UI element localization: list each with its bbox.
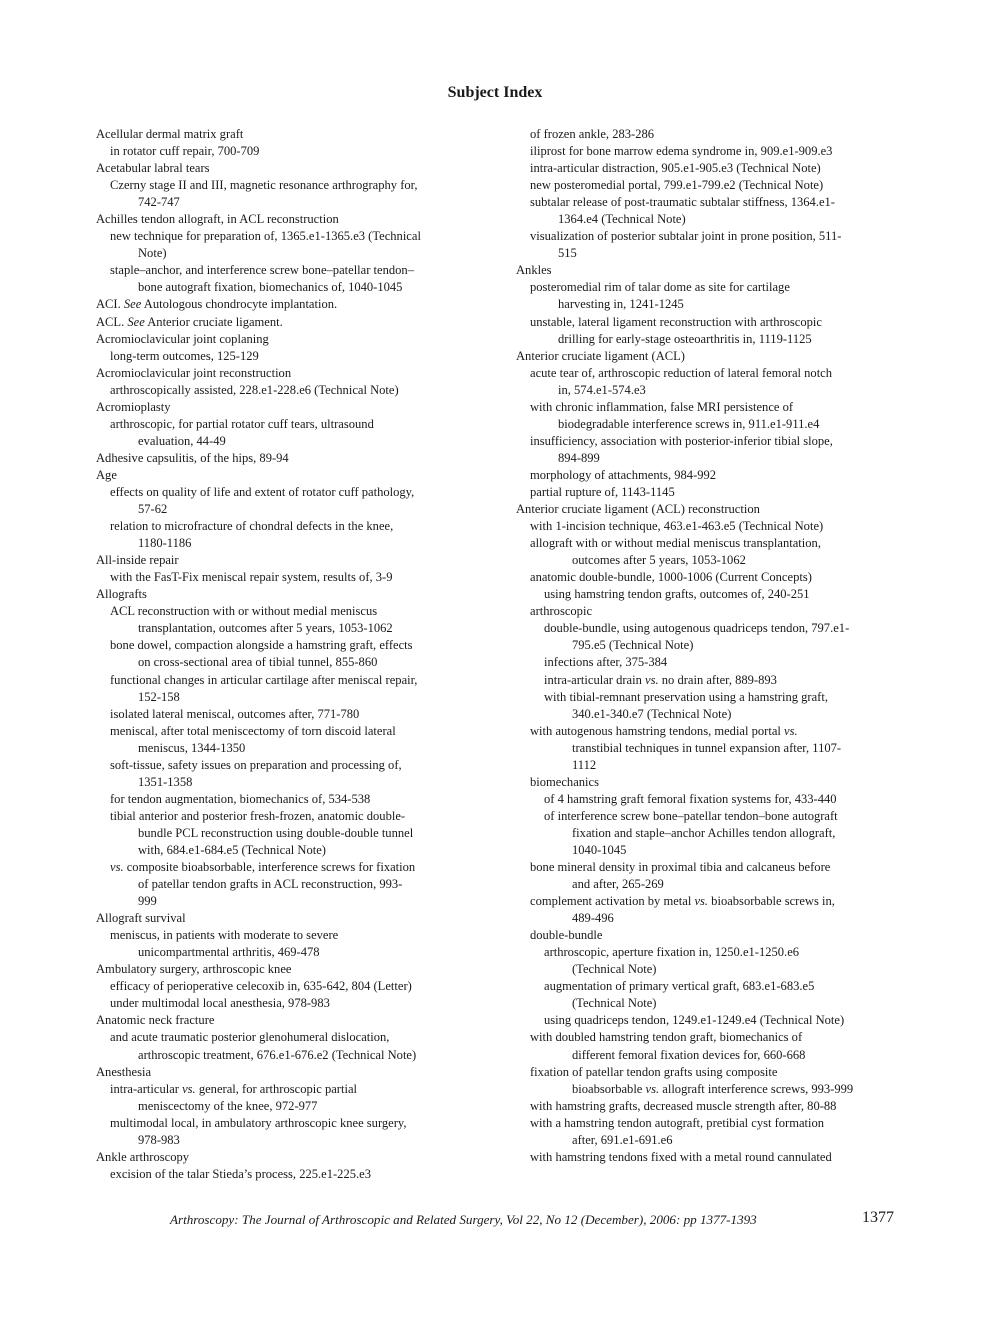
index-entry: in rotator cuff repair, 700-709	[110, 144, 260, 159]
index-entry: acute tear of, arthroscopic reduction of lateral femoral notch	[530, 365, 833, 380]
entry-text: composite bioabsorbable, interference screws for fixation	[123, 860, 416, 875]
italic-term: vs.	[694, 894, 709, 909]
index-heading: Ankle arthroscopy	[96, 1149, 190, 1164]
index-entry: 57-62	[138, 502, 168, 517]
index-heading: Acromioclavicular joint coplaning	[96, 331, 269, 346]
index-entry: unicompartmental arthritis, 469-478	[138, 945, 320, 960]
index-entry	[516, 672, 900, 689]
index-entry: intra-articular distraction, 905.e1-905.e3 (Technical Note)	[530, 161, 821, 176]
index-entry: ACL reconstruction with or without medial meniscus	[110, 604, 378, 619]
index-heading	[96, 296, 478, 313]
index-heading: Anterior cruciate ligament (ACL)	[516, 348, 685, 363]
index-entry: for tendon augmentation, biomechanics of, 534-538	[110, 791, 371, 806]
index-entry: multimodal local, in ambulatory arthroscopic knee surgery,	[110, 1115, 407, 1130]
index-entry	[96, 1081, 478, 1098]
index-entry: soft-tissue, safety issues on preparation and processing of,	[110, 757, 402, 772]
index-entry	[96, 859, 478, 876]
index-entry: staple–anchor, and interference screw bone–patellar tendon–	[110, 263, 414, 278]
index-entry: evaluation, 44-49	[138, 433, 226, 448]
index-entry: new posteromedial portal, 799.e1-799.e2 (Technical Note)	[530, 178, 824, 193]
index-entry: with doubled hamstring tendon graft, biomechanics of	[530, 1030, 803, 1045]
index-entry: bone dowel, compaction alongside a hamstring graft, effects	[110, 638, 413, 653]
index-entry: posteromedial rim of talar dome as site for cartilage	[530, 280, 790, 295]
index-entry: 489-496	[572, 911, 614, 926]
index-heading: Acellular dermal matrix graft	[96, 127, 244, 141]
index-column-right	[516, 126, 900, 1166]
index-entry: double-bundle, using autogenous quadriceps tendon, 797.e1-	[544, 621, 850, 636]
journal-citation: Arthroscopy: The Journal of Arthroscopic and Related Surgery, Vol 22, No 12 (December), 2006: pp 1377-1393	[170, 1212, 757, 1227]
index-entry: bone mineral density in proximal tibia and calcaneus before	[530, 860, 831, 875]
index-entry: Czerny stage II and III, magnetic resonance arthrography for,	[110, 178, 418, 193]
entry-text: bioabsorbable screws in,	[708, 894, 835, 909]
index-entry: 1180-1186	[138, 536, 192, 551]
index-entry: 1112	[572, 757, 597, 772]
index-entry: (Technical Note)	[572, 996, 657, 1011]
entry-text: allograft interference screws, 993-999	[659, 1081, 854, 1096]
index-entry: excision of the talar Stieda’s process, 225.e1-225.e3	[110, 1166, 371, 1181]
index-entry: relation to microfracture of chondral defects in the knee,	[110, 519, 394, 534]
index-heading: Ambulatory surgery, arthroscopic knee	[96, 962, 292, 977]
index-entry: morphology of attachments, 984-992	[530, 467, 717, 482]
index-entry	[516, 893, 900, 910]
index-column-left	[96, 126, 478, 1183]
index-heading: Anatomic neck fracture	[96, 1013, 215, 1028]
index-entry: drilling for early-stage osteoarthritis in, 1119-1125	[558, 331, 812, 346]
index-entry: 1040-1045	[572, 842, 627, 857]
entry-text: bioabsorbable	[572, 1081, 646, 1096]
index-entry: allograft with or without medial meniscus transplantation,	[530, 536, 821, 551]
index-entry: double-bundle	[530, 928, 603, 943]
index-entry: anatomic double-bundle, 1000-1006 (Current Concepts)	[530, 570, 812, 585]
index-entry: with, 684.e1-684.e5 (Technical Note)	[138, 842, 326, 857]
index-heading: Anesthesia	[96, 1064, 152, 1079]
index-entry: Note)	[138, 246, 167, 261]
page-number: 1377	[862, 1209, 894, 1226]
index-entry: meniscus, in patients with moderate to severe	[110, 928, 339, 943]
index-entry: 340.e1-340.e7 (Technical Note)	[572, 706, 732, 721]
index-entry: meniscectomy of the knee, 972-977	[138, 1098, 318, 1113]
index-heading: Acromioplasty	[96, 399, 171, 414]
index-entry: using hamstring tendon grafts, outcomes of, 240-251	[544, 587, 810, 602]
index-entry: and acute traumatic posterior glenohumeral dislocation,	[110, 1030, 390, 1045]
index-heading: Allograft survival	[96, 911, 186, 926]
index-entry: 742-747	[138, 195, 180, 210]
index-entry: on cross-sectional area of tibial tunnel, 855-860	[138, 655, 378, 670]
index-entry: 1351-1358	[138, 774, 193, 789]
index-entry: 515	[558, 246, 577, 261]
index-entry: of interference screw bone–patellar tendon–bone autograft	[544, 808, 838, 823]
index-entry: visualization of posterior subtalar joint in prone position, 511-	[530, 229, 842, 244]
entry-text: ACI.	[96, 297, 124, 312]
index-entry: with chronic inflammation, false MRI persistence of	[530, 399, 794, 414]
index-entry: 795.e5 (Technical Note)	[572, 638, 694, 653]
index-entry: partial rupture of, 1143-1145	[530, 484, 675, 499]
index-heading: Adhesive capsulitis, of the hips, 89-94	[96, 450, 289, 465]
index-entry: with the FasT-Fix meniscal repair system, results of, 3-9	[110, 570, 393, 585]
index-heading: Acetabular labral tears	[96, 161, 210, 176]
index-heading: Achilles tendon allograft, in ACL reconstruction	[96, 212, 339, 227]
index-heading: Age	[96, 467, 117, 482]
index-entry: long-term outcomes, 125-129	[110, 348, 259, 363]
entry-text: complement activation by metal	[530, 894, 695, 909]
index-entry: arthroscopic treatment, 676.e1-676.e2 (Technical Note)	[138, 1047, 417, 1062]
index-heading: All-inside repair	[96, 553, 179, 568]
index-entry: 978-983	[138, 1132, 180, 1147]
index-entry: in, 574.e1-574.e3	[558, 382, 646, 397]
entry-text: Autologous chondrocyte implantation.	[141, 297, 338, 312]
index-entry: and after, 265-269	[572, 877, 664, 892]
index-entry: (Technical Note)	[572, 962, 657, 977]
index-entry: of frozen ankle, 283-286	[530, 127, 655, 141]
index-entry: arthroscopically assisted, 228.e1-228.e6 (Technical Note)	[110, 382, 399, 397]
index-entry	[516, 723, 900, 740]
index-entry: functional changes in articular cartilage after meniscal repair,	[110, 672, 418, 687]
index-entry: subtalar release of post-traumatic subtalar stiffness, 1364.e1-	[530, 195, 835, 210]
italic-term: See	[123, 297, 142, 312]
index-entry: augmentation of primary vertical graft, 683.e1-683.e5	[544, 979, 815, 994]
entry-text: no drain after, 889-893	[658, 672, 777, 687]
italic-term: See	[127, 314, 145, 329]
italic-term: vs.	[182, 1081, 196, 1096]
index-entry: 894-899	[558, 450, 600, 465]
index-entry: tibial anterior and posterior fresh-frozen, anatomic double-	[110, 808, 406, 823]
entry-text: intra-articular	[110, 1081, 183, 1096]
index-entry: biomechanics	[530, 774, 599, 789]
index-entry: bundle PCL reconstruction using double-double tunnel	[138, 825, 414, 840]
index-entry: harvesting in, 1241-1245	[558, 297, 684, 312]
index-entry: with 1-incision technique, 463.e1-463.e5 (Technical Note)	[530, 519, 824, 534]
index-entry: effects on quality of life and extent of rotator cuff pathology,	[110, 484, 415, 499]
italic-term: vs.	[784, 723, 798, 738]
index-entry: unstable, lateral ligament reconstruction with arthroscopic	[530, 314, 822, 329]
italic-term: vs.	[645, 1081, 660, 1096]
entry-text: general, for arthroscopic partial	[195, 1081, 357, 1096]
index-entry: meniscal, after total meniscectomy of torn discoid lateral	[110, 723, 396, 738]
index-entry: new technique for preparation of, 1365.e1-1365.e3 (Technical	[110, 229, 421, 244]
index-entry: efficacy of perioperative celecoxib in, 635-642, 804 (Letter)	[110, 979, 412, 994]
index-entry: fixation of patellar tendon grafts using composite	[530, 1064, 778, 1079]
index-entry: with hamstring grafts, decreased muscle strength after, 80-88	[530, 1098, 837, 1113]
index-entry: 999	[138, 894, 157, 909]
index-entry: biodegradable interference screws in, 911.e1-911.e4	[558, 416, 820, 431]
index-entry: infections after, 375-384	[544, 655, 668, 670]
index-entry: with tibial-remnant preservation using a hamstring graft,	[544, 689, 828, 704]
index-heading: Ankles	[516, 263, 552, 278]
entry-text: ACL.	[96, 314, 128, 329]
index-entry: meniscus, 1344-1350	[138, 740, 246, 755]
index-entry: fixation and staple–anchor Achilles tendon allograft,	[572, 825, 836, 840]
index-entry: 1364.e4 (Technical Note)	[558, 212, 686, 227]
index-entry: using quadriceps tendon, 1249.e1-1249.e4 (Technical Note)	[544, 1013, 845, 1028]
index-entry: arthroscopic, aperture fixation in, 1250.e1-1250.e6	[544, 945, 800, 960]
entry-text: Anterior cruciate ligament.	[144, 314, 283, 329]
index-heading: Anterior cruciate ligament (ACL) reconstruction	[516, 502, 760, 517]
page-title: Subject Index	[447, 84, 543, 101]
index-entry: of 4 hamstring graft femoral fixation systems for, 433-440	[544, 791, 837, 806]
italic-term: vs.	[645, 672, 659, 687]
index-heading: Allografts	[96, 587, 147, 602]
index-entry: under multimodal local anesthesia, 978-983	[110, 996, 330, 1011]
index-entry: with hamstring tendons fixed with a metal round cannulated	[530, 1149, 832, 1164]
index-entry	[516, 1081, 900, 1098]
index-entry: arthroscopic, for partial rotator cuff tears, ultrasound	[110, 416, 374, 431]
index-entry: different femoral fixation devices for, 660-668	[572, 1047, 806, 1062]
index-entry: with a hamstring tendon autograft, pretibial cyst formation	[530, 1115, 825, 1130]
index-entry: of patellar tendon grafts in ACL reconstruction, 993-	[138, 877, 403, 892]
index-entry: insufficiency, association with posterior-inferior tibial slope,	[530, 433, 833, 448]
index-heading: Acromioclavicular joint reconstruction	[96, 365, 292, 380]
entry-text: with autogenous hamstring tendons, medial portal	[530, 723, 785, 738]
entry-text: intra-articular drain	[544, 672, 646, 687]
index-entry: after, 691.e1-691.e6	[572, 1132, 673, 1147]
index-heading	[96, 314, 478, 331]
index-entry: bone autograft fixation, biomechanics of, 1040-1045	[138, 280, 403, 295]
italic-term: vs.	[110, 860, 124, 875]
index-entry: arthroscopic	[530, 604, 593, 619]
index-entry: iliprost for bone marrow edema syndrome in, 909.e1-909.e3	[530, 144, 833, 159]
index-entry: transplantation, outcomes after 5 years, 1053-1062	[138, 621, 393, 636]
index-entry: transtibial techniques in tunnel expansion after, 1107-	[572, 740, 842, 755]
index-entry: isolated lateral meniscal, outcomes after, 771-780	[110, 706, 360, 721]
index-entry: outcomes after 5 years, 1053-1062	[572, 553, 746, 568]
index-entry: 152-158	[138, 689, 180, 704]
